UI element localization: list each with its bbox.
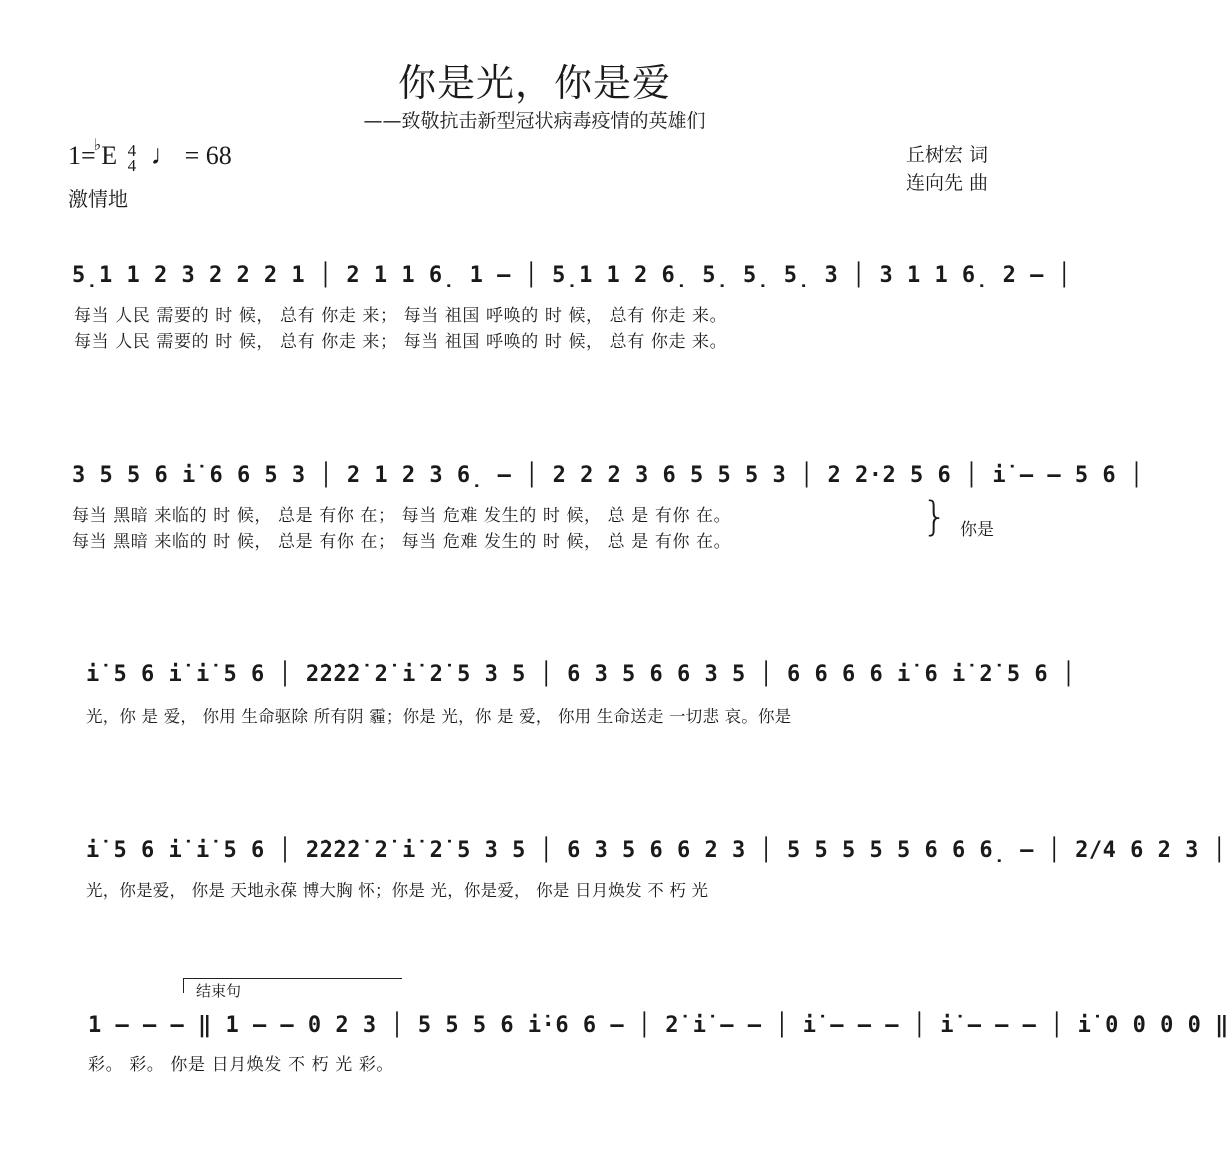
notation-line-2: 3 5 5 6 i̇ 6 6 5 3 │ 2 1 2 3 6̣ – │ 2 2 2 3 6 5 5 5 3 │ 2 2·2 5 6 │ i̇ – – 5 6 │: [72, 463, 1144, 488]
lyrics-line-4: 光，你是爱， 你是 天地永葆 博大胸 怀；你是 光，你是爱， 你是 日月焕发 不 朽 光: [86, 881, 709, 900]
lyrics-line-5: 彩。 彩。 你是 日月焕发 不 朽 光 彩。: [88, 1055, 395, 1075]
quarter-note-icon: ♩: [150, 140, 179, 171]
notation-line-3: i̇ 5 6 i̇ i̇ 5 6 │ 2̇2̇2̇2̇ 2̇ i̇ 2̇ 5 3 5 │ 6 3 5 6 6 3 5 │ 6 6 6 6 i̇ 6 i̇ 2̇ 5 6 │: [86, 662, 1076, 687]
verse-brace: }: [922, 494, 948, 540]
notation-line-5: 1 – – – ‖ 1 – – 0 2 3 │ 5 5 5 6 i̇·6 6 – │ 2̇ i̇ – – │ i̇ – – – │ i̇ – – – │ i̇ 0 0 0 0 ‖: [88, 1013, 1229, 1038]
side-lyric: 你是: [960, 520, 994, 540]
notation-line-1: 5̣1 1 2 3 2 2 2 1 │ 2 1 1 6̣ 1 – │ 5̣1 1 2 6̣ 5̣ 5̣ 5̣ 3 │ 3 1 1 6̣ 2 – │: [72, 263, 1072, 288]
expression-marking: 激情地: [68, 187, 128, 211]
song-subtitle: ——致敬抗击新型冠状病毒疫情的英雄们: [363, 110, 706, 132]
time-bottom: 4: [127, 156, 137, 176]
lyrics-line-1-verse-2: 每当 人民 需要的 时 候， 总有 你走 来； 每当 祖国 呼唤的 时 候， 总有 你走 来。: [74, 332, 728, 352]
time-signature: [127, 141, 137, 176]
composer-credit: 连向先 曲: [906, 172, 989, 194]
tempo-value: = 68: [184, 141, 232, 170]
lyrics-line-1-verse-1: 每当 人民 需要的 时 候， 总有 你走 来； 每当 祖国 呼唤的 时 候， 总有 你走 来。: [74, 306, 728, 326]
lyrics-line-2-verse-1: 每当 黑暗 来临的 时 候， 总是 有你 在； 每当 危难 发生的 时 候， 总 是 有你 在。: [72, 506, 732, 526]
key-signature: [68, 137, 232, 176]
time-top: 4: [127, 141, 137, 161]
lyrics-line-2-verse-2: 每当 黑暗 来临的 时 候， 总是 有你 在； 每当 危难 发生的 时 候， 总 是 有你 在。: [72, 532, 732, 552]
ending-label: 结束句: [196, 982, 242, 1000]
song-title: 你是光，你是爱: [397, 61, 671, 105]
key-tonic: E: [101, 141, 118, 170]
key-prefix: 1=: [68, 141, 96, 170]
lyrics-line-3: 光，你 是 爱， 你用 生命驱除 所有阴 霾；你是 光，你 是 爱， 你用 生命送走 一切悲 哀。你是: [86, 707, 792, 726]
notation-line-4: i̇ 5 6 i̇ i̇ 5 6 │ 2̇2̇2̇2̇ 2̇ i̇ 2̇ 5 3 5 │ 6 3 5 6 6 2 3 │ 5 5 5 5 5 6 6 6̣ – │ 2/4 6 2 3 │: [86, 838, 1227, 863]
lyricist-credit: 丘树宏 词: [906, 144, 989, 166]
flat-sign: ♭: [93, 137, 102, 154]
